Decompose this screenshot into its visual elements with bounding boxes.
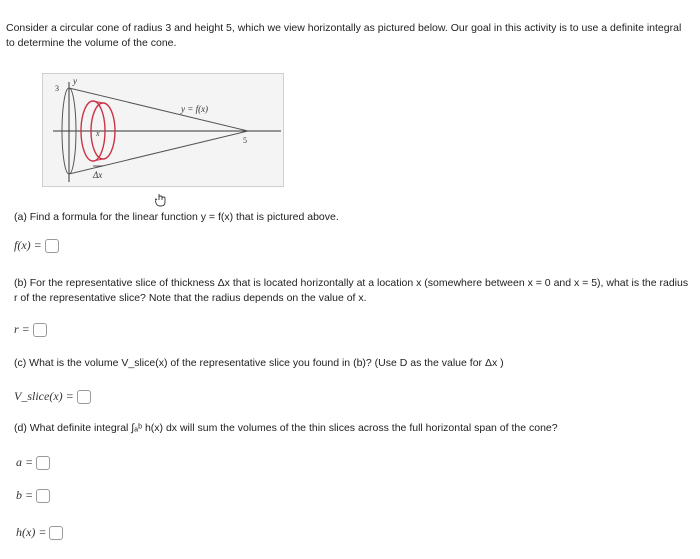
part-c-question: (c) What is the volume V_slice(x) of the representative slice you found in (b)? (Use D as the value for Δx ) xyxy=(14,357,504,369)
part-d-a-lhs: a = xyxy=(16,455,34,469)
part-d-b-row xyxy=(16,488,50,503)
upper-limit-input[interactable] xyxy=(36,489,50,503)
part-d-h-lhs: h(x) = xyxy=(16,525,47,539)
radius-input[interactable] xyxy=(33,323,47,337)
part-b-lhs: r = xyxy=(14,322,30,336)
label-y: y xyxy=(73,76,77,86)
part-d-question: (d) What definite integral ∫ₐᵇ h(x) dx will sum the volumes of the thin slices across the full horizontal span of the cone? xyxy=(14,422,558,434)
label-x: x xyxy=(96,129,100,138)
label-3: 3 xyxy=(55,84,59,93)
hand-pointer-icon xyxy=(155,193,167,210)
part-c-lhs: V_slice(x) = xyxy=(14,389,74,403)
part-d-a-row xyxy=(16,455,50,470)
part-a-lhs: f(x) = xyxy=(14,238,42,252)
f-of-x-input[interactable] xyxy=(45,239,59,253)
label-5: 5 xyxy=(243,136,247,145)
part-b-answer-row xyxy=(14,322,47,337)
part-a-question: (a) Find a formula for the linear function y = f(x) that is pictured above. xyxy=(14,211,339,223)
part-d-b-lhs: b = xyxy=(16,488,34,502)
part-a-answer-row xyxy=(14,238,59,253)
lower-limit-input[interactable] xyxy=(36,456,50,470)
volume-slice-input[interactable] xyxy=(77,390,91,404)
cone-figure xyxy=(42,73,284,187)
part-d-h-row xyxy=(16,525,63,540)
part-c-answer-row xyxy=(14,389,91,404)
integrand-input[interactable] xyxy=(49,526,63,540)
part-b-question: (b) For the representative slice of thickness Δx that is located horizontally at a location x (somewhere between x = 0 and x = 5), what is the radius r of the representative slice? Note that the radius depends on the value of x. xyxy=(14,277,689,304)
label-curve: y = f(x) xyxy=(181,104,209,114)
label-dx: Δx xyxy=(93,170,103,180)
intro-text: Consider a circular cone of radius 3 and height 5, which we view horizontally as pictured below. Our goal in this activity is to use a definite integral to determine the volume of the cone. xyxy=(6,22,682,49)
